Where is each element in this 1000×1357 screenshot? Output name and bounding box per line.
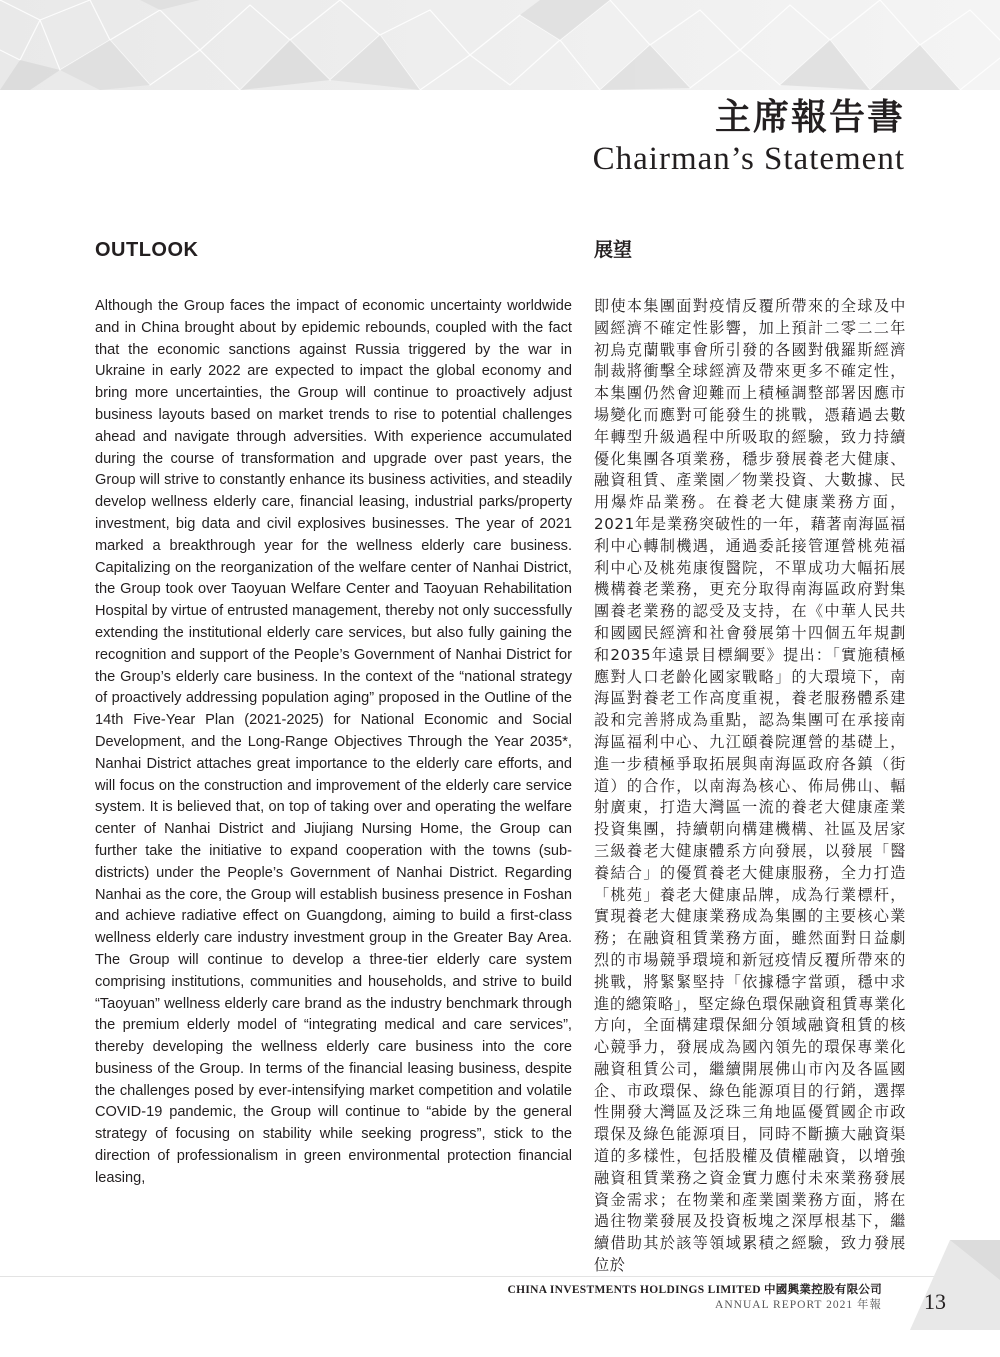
page-title-block: [593, 95, 905, 179]
page-number: 13: [924, 1289, 946, 1314]
footer-company-name: CHINA INVESTMENTS HOLDINGS LIMITED 中國興業控股有限公司: [507, 1284, 882, 1296]
page-title-english: Chairman’s Statement: [592, 141, 905, 177]
outlook-heading-en: OUTLOOK: [95, 239, 199, 261]
outlook-body-en: Although the Group faces the impact of economic uncertainty worldwide and in China brought about by epidemic rebounds, coupled with the fact that the economic sanctions against Russia triggered by the war in Ukraine in early 2022 are expected to impact the global economy and bring more uncertainties, the Group will continue to proactively adjust business layouts based on market trends to rise to potential challenges ahead and navigate through adversities. With experience accumulated during the course of transformation and upgrade over past years, the Group will strive to constantly enhance its business activities, and steadily develop wellness elderly care, financial leasing, industrial parks/property investment, big data and civil explosives businesses. The year of 2021 marked a breakthrough year for the wellness elderly care business. Capitalizing on the reorganization of the welfare center of Nanhai District, the Group took over Taoyuan Welfare Center and Taoyuan Rehabilitation Hospital by virtue of entrusted management, thereby not only successfully extending the institutional elderly care services, but also fully gaining the recognition and support of the People’s Government of Nanhai District for the Group’s elderly care business. In the context of the “national strategy of proactively addressing population aging” proposed in the Outline of the 14th Five-Year Plan (2021-2025) for National Economic and Social Development, and the Long-Range Objectives Through the Year 2035*, Nanhai District attaches great importance to the elderly care efforts, and will focus on the construction and improvement of the elderly care service system. It is believed that, on top of taking over and operating the welfare center of Nanhai District and Jiujiang Nursing Home, the Group can further take the initiative to expand cooperation with the towns (sub-districts) under the People’s Government of Nanhai District. Regarding Nanhai as the core, the Group will establish business presence in Foshan and achieve radiative effect on Guangdong, aiming to build a first-class wellness elderly care industry investment group in the Greater Bay Area. The Group will continue to develop a three-tier elderly care system comprising institutions, communities and households, and strive to build “Taoyuan” wellness elderly care brand as the industry benchmark through the premium elderly model of “integrating medical and care services”, thereby developing the wellness elderly care business into the core business of the Group. In terms of the financial leasing business, despite the challenges posed by ever-intensifying market competition and volatile COVID-19 pandemic, the Group will continue to “abide by the general strategy of focusing on stability while seeking progress”, stick to the direction of professionalism in green environmental protection financial leasing,: [95, 298, 572, 1186]
footer-divider: [0, 1276, 1000, 1277]
footer-decorative-corner: [890, 1240, 1000, 1335]
page-title-chinese: 主席報告書: [714, 96, 905, 138]
english-column: [95, 238, 572, 1190]
footer-company-info: [507, 1283, 882, 1313]
outlook-heading-cn: 展望: [594, 239, 633, 261]
header-decorative-banner: [0, 0, 1000, 90]
outlook-body-cn: 即使本集團面對疫情反覆所帶來的全球及中國經濟不確定性影響，加上預計二零二二年初烏克蘭戰事會所引發的各國對俄羅斯經濟制裁將衝擊全球經濟及帶來更多不確定性，本集團仍然會迎難而上積極調整部署因應市場變化而應對可能發生的挑戰，憑藉過去數年轉型升級過程中所吸取的經驗，致力持續優化集團各項業務，穩步發展養老大健康、融資租賃、產業園／物業投資、大數據、民用爆炸品業務。在養老大健康業務方面，2021年是業務突破性的一年，藉著南海區福利中心轉制機遇，通過委託接管運營桃苑福利中心及桃苑康復醫院，不單成功大幅拓展機構養老業務，更充分取得南海區政府對集團養老業務的認受及支持，在《中華人民共和國國民經濟和社會發展第十四個五年規劃和2035年遠景目標綱要》提出：「實施積極應對人口老齡化國家戰略」的大環境下，南海區對養老工作高度重視，養老服務體系建設和完善將成為重點，認為集團可在承接南海區福利中心、九江頤養院運營的基礎上，進一步積極爭取拓展與南海區政府各鎮（街道）的合作，以南海為核心、佈局佛山、輻射廣東，打造大灣區一流的養老大健康產業投資集團，持續朝向構建機構、社區及居家三級養老大健康體系方向發展，以發展「醫養結合」的優質養老大健康服務，全力打造「桃苑」養老大健康品牌，成為行業標杆，實現養老大健康業務成為集團的主要核心業務；在融資租賃業務方面，雖然面對日益劇烈的市場競爭環境和新冠疫情反覆所帶來的挑戰，將緊緊堅持「依據穩字當頭，穩中求進的總策略」，堅定綠色環保融資租賃專業化方向，全面構建環保細分領域融資租賃的核心競爭力，發展成為國內領先的環保專業化融資租賃公司，繼續開展佛山市內及各區國企、市政環保、綠色能源項目的行銷，選擇性開發大灣區及泛珠三角地區優質國企市政環保及綠色能源項目，同時不斷擴大融資渠道的多樣性，包括股權及債權融資，以增強融資租賃業務之資金實力應付未來業務發展資金需求；在物業和產業園業務方面，將在過往物業發展及投資板塊之深厚根基下，繼續借助其於該等領域累積之經驗，致力發展位於: [594, 297, 906, 1275]
chinese-column: [594, 238, 906, 1277]
footer-report-title: ANNUAL REPORT 2021 年報: [715, 1299, 882, 1311]
